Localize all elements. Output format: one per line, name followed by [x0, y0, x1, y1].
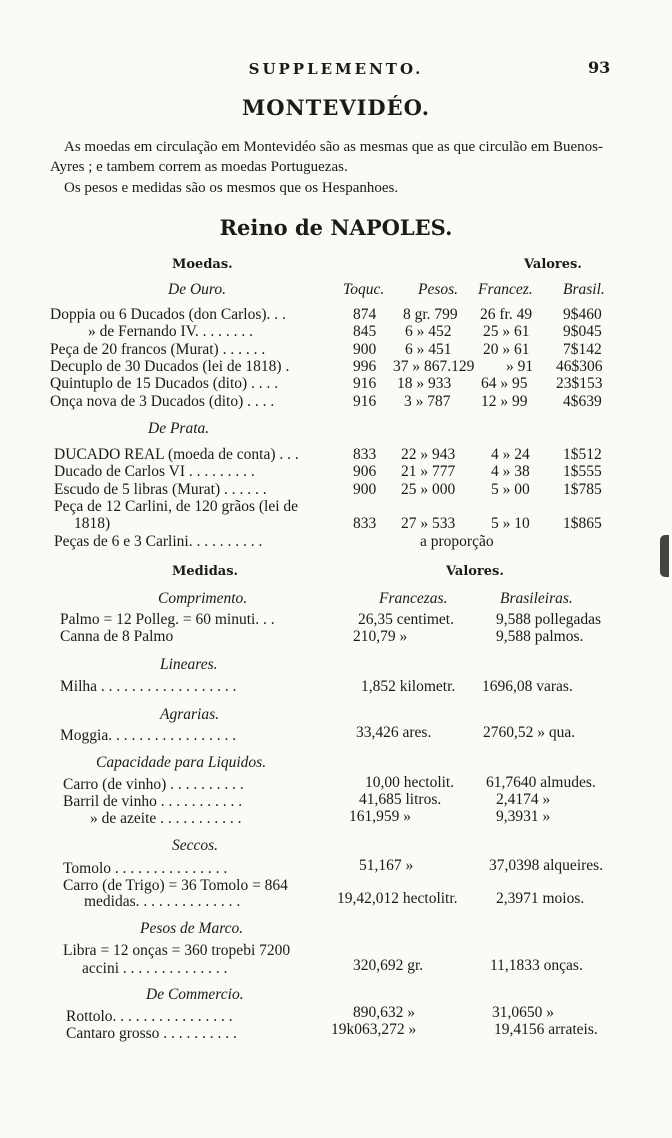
pesos-marco-label: Pesos de Marco.	[140, 920, 244, 937]
carrot-brasil: 2,3971 moios.	[496, 890, 585, 907]
margin-ink-mark	[660, 535, 669, 577]
carlini-toquc: 833	[353, 515, 377, 532]
libra-francez: 320,692 gr.	[353, 957, 424, 974]
coin-francez: 64 » 95	[481, 375, 528, 392]
seccos-label: Seccos.	[172, 837, 219, 854]
coin-pesos: 18 » 933	[397, 375, 452, 392]
rottolo-brasil: 31,0650 »	[492, 1004, 554, 1021]
coin-toquc: 833	[353, 446, 377, 463]
libra-name-line2: accini . . . . . . . . . . . . . .	[82, 960, 228, 977]
milha-name: Milha . . . . . . . . . . . . . . . . . .	[60, 678, 237, 695]
cantaro-francez: 19k063,272 »	[331, 1021, 417, 1038]
coin-brasil: 7$142	[563, 341, 602, 358]
moedas-label: Moedas.	[172, 257, 233, 272]
cantaro-name: Cantaro grosso . . . . . . . . . .	[66, 1025, 237, 1042]
montevideo-paragraph-1: As moedas em circulação em Montevidéo são as mesmas que as que circulão em Buenos-Ayres ; e tambem correm as moedas Portuguezas.	[50, 139, 603, 175]
carro-francez: 10,00 hectolit.	[365, 774, 455, 791]
coin-toquc: 906	[353, 463, 377, 480]
tomolo-francez: 51,167 »	[359, 857, 414, 874]
azeite-francez: 161,959 »	[349, 808, 411, 825]
page-number: 93	[588, 58, 611, 77]
coin-pesos: 6 » 452	[405, 323, 452, 340]
coin-toquc: 874	[353, 306, 377, 323]
francezas-label: Francezas.	[379, 590, 448, 607]
running-header: SUPPLEMENTO.	[248, 60, 424, 78]
coin-pesos: 37 » 867.129	[393, 358, 475, 375]
liquidos-label: Capacidade para Liquidos.	[96, 754, 267, 771]
azeite-brasil: 9,3931 »	[496, 808, 551, 825]
coin-name: Ducado de Carlos VI . . . . . . . . .	[54, 463, 255, 480]
palmo-brasil: 9,588 pollegadas	[496, 611, 602, 628]
tomolo-brasil: 37,0398 alqueires.	[489, 857, 604, 874]
carrot-name-line1: Carro (de Trigo) = 36 Tomolo = 864	[63, 877, 288, 894]
coin-name: Doppia ou 6 Ducados (don Carlos). . .	[50, 306, 286, 323]
carlini-name-line1: Peça de 12 Carlini, de 120 grãos (lei de	[54, 498, 299, 515]
pecas-name: Peças de 6 e 3 Carlini. . . . . . . . . .	[54, 533, 263, 550]
coin-francez: » 91	[506, 358, 534, 375]
libra-name-line1: Libra = 12 onças = 360 tropebi 7200	[63, 942, 291, 959]
coin-toquc: 916	[353, 375, 377, 392]
valores-label: Valores.	[524, 257, 582, 272]
coin-francez: 4 » 24	[491, 446, 530, 463]
coin-francez: 12 » 99	[481, 393, 528, 410]
coin-toquc: 900	[353, 481, 377, 498]
barril-francez: 41,685 litros.	[359, 791, 442, 808]
libra-brasil: 11,1833 onças.	[490, 957, 583, 974]
coin-pesos: 6 » 451	[405, 341, 452, 358]
coin-brasil: 9$460	[563, 306, 602, 323]
carlini-pesos: 27 » 533	[401, 515, 456, 532]
coin-brasil: 23$153	[556, 375, 603, 392]
moggia-francez: 33,426 ares.	[356, 724, 432, 741]
coin-francez: 20 » 61	[483, 341, 530, 358]
coin-pesos: 25 » 000	[401, 481, 456, 498]
coin-toquc: 845	[353, 323, 377, 340]
carrot-francez: 19,42,012 hectolitr.	[337, 890, 458, 907]
coin-name: Escudo de 5 libras (Murat) . . . . . .	[54, 481, 267, 498]
prata-label: De Prata.	[148, 420, 210, 437]
col-francez: Francez.	[478, 281, 533, 298]
coin-name: Peça de 20 francos (Murat) . . . . . .	[50, 341, 266, 358]
barril-name: Barril de vinho . . . . . . . . . . .	[63, 793, 243, 810]
montevideo-paragraph-2: Os pesos e medidas são os mesmos que os Hespanhoes.	[64, 180, 399, 196]
coin-name: Decuplo de 30 Ducados (lei de 1818) .	[50, 358, 290, 375]
medidas-valores-label: Valores.	[446, 564, 504, 579]
coin-name: DUCADO REAL (moeda de conta) . . .	[54, 446, 299, 463]
napoles-heading: Reino de NAPOLES.	[219, 215, 453, 240]
palmo-francez: 26,35 centimet.	[358, 611, 454, 628]
pecas-value: a proporção	[420, 533, 494, 550]
coin-toquc: 996	[353, 358, 377, 375]
coin-francez: 26 fr. 49	[480, 306, 533, 323]
coin-brasil: 1$785	[563, 481, 602, 498]
barril-brasil: 2,4174 »	[496, 791, 551, 808]
coin-pesos: 8 gr. 799	[403, 306, 458, 323]
coin-toquc: 900	[353, 341, 377, 358]
coin-brasil: 1$555	[563, 463, 602, 480]
rottolo-name: Rottolo. . . . . . . . . . . . . . . .	[66, 1008, 233, 1025]
canna-brasil: 9,588 palmos.	[496, 628, 584, 645]
azeite-name: » de azeite . . . . . . . . . . .	[90, 810, 242, 827]
carlini-name-line2: 1818)	[74, 515, 111, 532]
canna-francez: 210,79 »	[353, 628, 408, 645]
col-pesos: Pesos.	[418, 281, 459, 298]
milha-brasil: 1696,08 varas.	[482, 678, 573, 695]
ouro-label: De Ouro.	[168, 281, 226, 298]
lineares-label: Lineares.	[160, 656, 218, 673]
brasileiras-label: Brasileiras.	[500, 590, 573, 607]
col-toquc: Toquc.	[343, 281, 385, 298]
coin-brasil: 9$045	[563, 323, 602, 340]
palmo-name: Palmo = 12 Polleg. = 60 minuti. . .	[60, 611, 275, 628]
coin-brasil: 4$639	[563, 393, 602, 410]
coin-pesos: 21 » 777	[401, 463, 456, 480]
comprimento-label: Comprimento.	[158, 590, 248, 607]
medidas-label: Medidas.	[172, 564, 239, 579]
coin-toquc: 916	[353, 393, 377, 410]
canna-name: Canna de 8 Palmo	[60, 628, 174, 645]
carlini-francez: 5 » 10	[491, 515, 530, 532]
coin-francez: 5 » 00	[491, 481, 530, 498]
coin-pesos: 22 » 943	[401, 446, 456, 463]
coin-francez: 25 » 61	[483, 323, 530, 340]
agrarias-label: Agrarias.	[160, 706, 219, 723]
rottolo-francez: 890,632 »	[353, 1004, 415, 1021]
carro-name: Carro (de vinho) . . . . . . . . . .	[63, 776, 244, 793]
moggia-brasil: 2760,52 » qua.	[483, 724, 576, 741]
coin-brasil: 46$306	[556, 358, 603, 375]
tomolo-name: Tomolo . . . . . . . . . . . . . . .	[63, 860, 228, 877]
coin-pesos: 3 » 787	[404, 393, 451, 410]
coin-brasil: 1$512	[563, 446, 602, 463]
cantaro-brasil: 19,4156 arrateis.	[494, 1021, 598, 1038]
coin-name: » de Fernando IV. . . . . . . .	[88, 323, 254, 340]
moggia-name: Moggia. . . . . . . . . . . . . . . . .	[60, 727, 237, 744]
montevideo-heading: MONTEVIDÉO.	[241, 95, 431, 120]
commercio-label: De Commercio.	[146, 986, 244, 1003]
coin-name: Quintuplo de 15 Ducados (dito) . . . .	[50, 375, 279, 392]
coin-francez: 4 » 38	[491, 463, 530, 480]
coin-name: Onça nova de 3 Ducados (dito) . . . .	[50, 393, 275, 410]
carro-brasil: 61,7640 almudes.	[486, 774, 596, 791]
carlini-brasil: 1$865	[563, 515, 602, 532]
milha-francez: 1,852 kilometr.	[361, 678, 456, 695]
col-brasil: Brasil.	[563, 281, 605, 298]
carrot-name-line2: medidas. . . . . . . . . . . . . .	[84, 893, 241, 910]
